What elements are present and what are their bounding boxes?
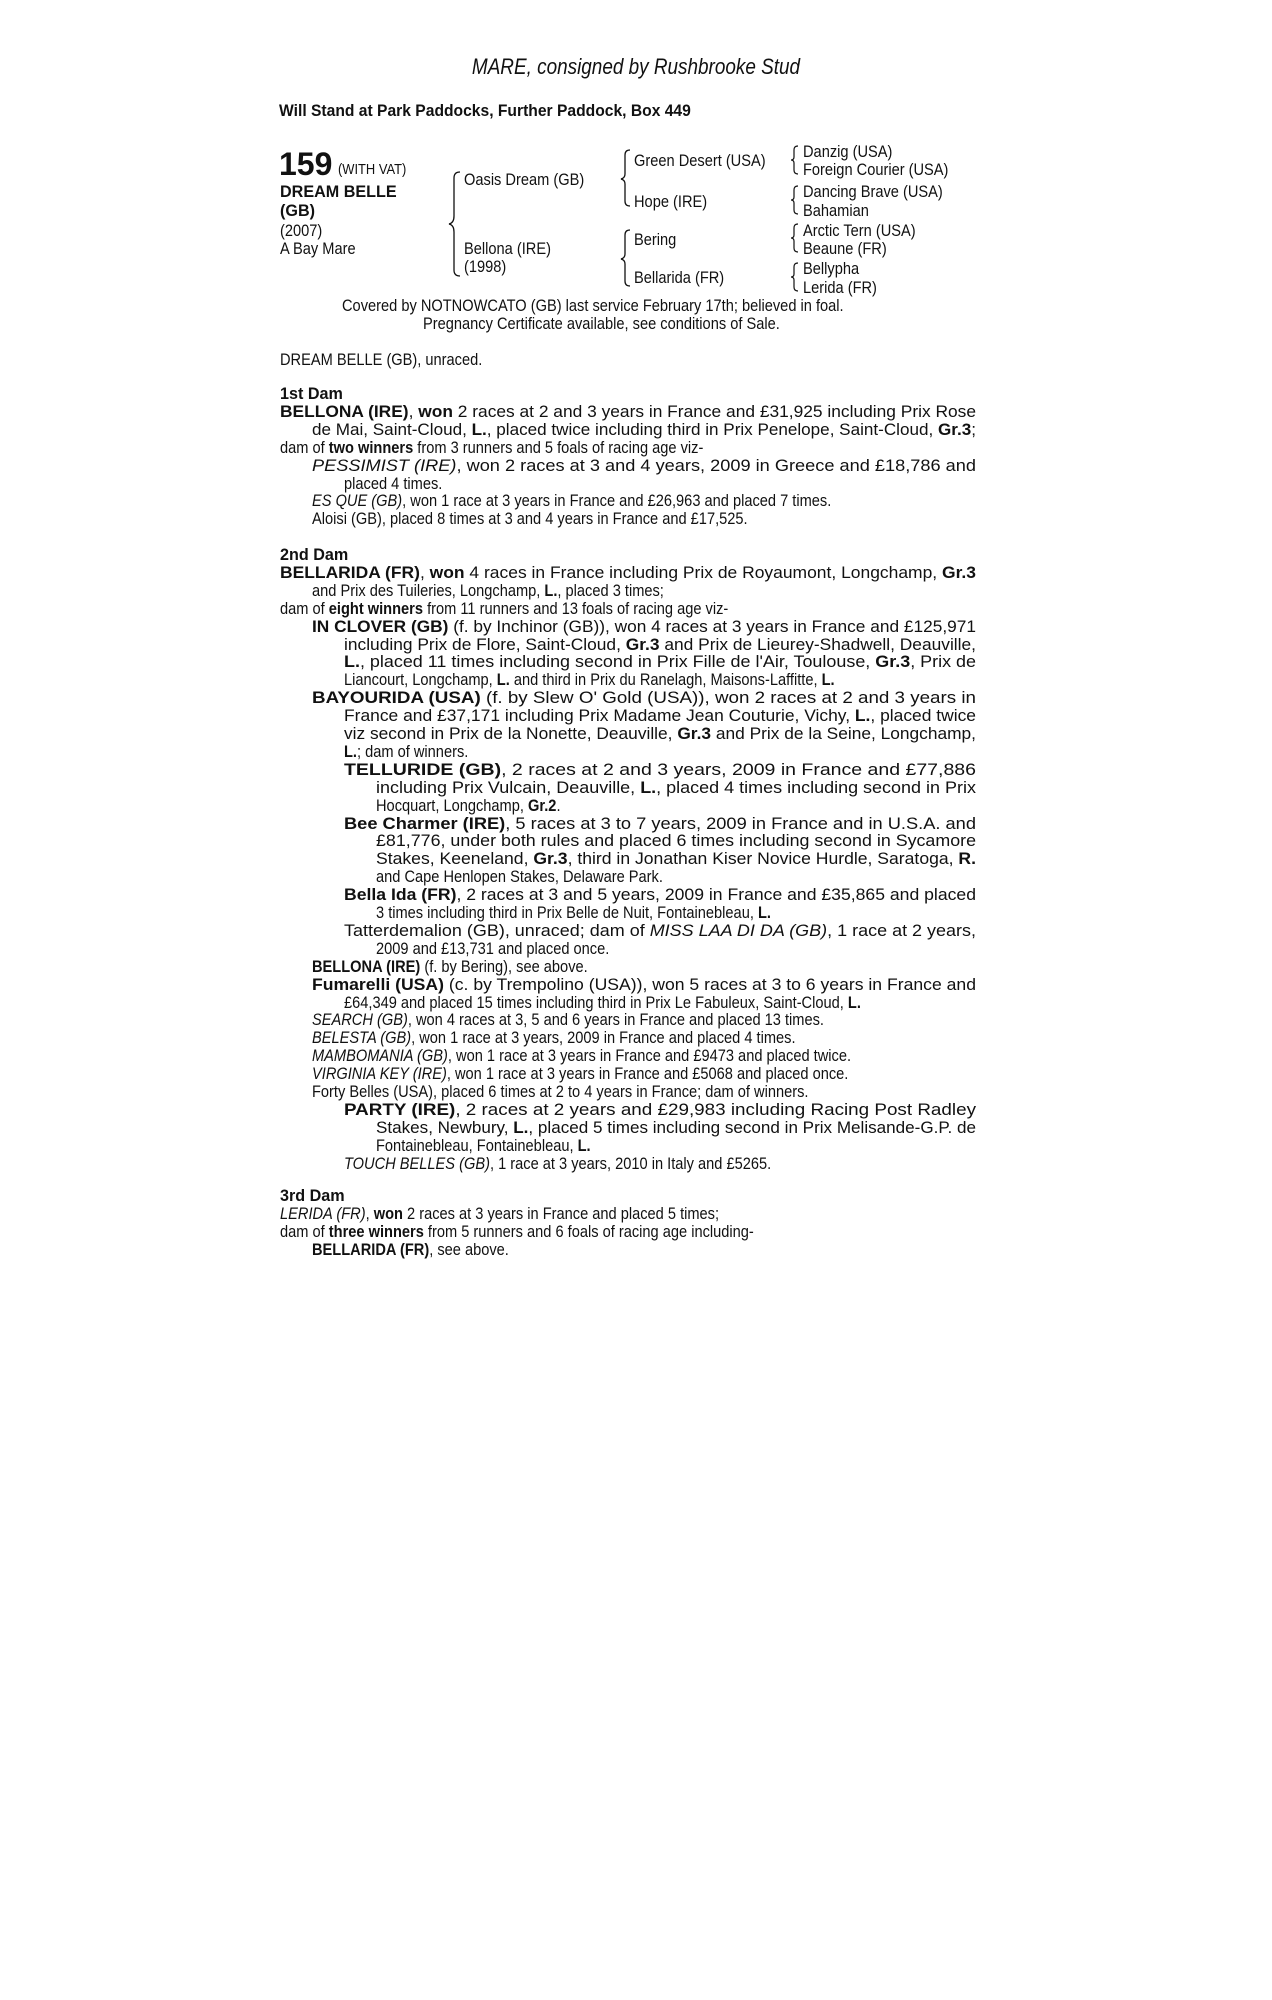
text: France and £37,171 including Prix Madame Jean Couturie, Vichy, bbox=[344, 706, 855, 726]
pedigree-brace-ggs1 bbox=[790, 144, 800, 176]
pedigree-brace-ggs4 bbox=[790, 261, 800, 293]
text: including Prix de Flore, Saint-Cloud, bbox=[344, 634, 626, 654]
text: . bbox=[556, 795, 561, 815]
text: viz second in Prix de la Nonette, Deauville, bbox=[344, 724, 678, 743]
second-dam-line bbox=[376, 904, 771, 922]
second-dam-line bbox=[344, 1101, 976, 1119]
text: Stakes, Keeneland, bbox=[376, 849, 534, 869]
first-dam-line bbox=[312, 421, 976, 439]
pedigree-ggs-6: Beaune (FR) bbox=[803, 239, 887, 258]
text: £81,776, under both rules and placed 6 times including second in Sycamore bbox=[376, 831, 976, 851]
text: , 2 races at 2 years and £29,983 including Racing Post Radley bbox=[455, 1099, 976, 1119]
second-dam-line bbox=[312, 618, 976, 636]
text: including Prix Vulcain, Deauville, bbox=[376, 777, 641, 797]
consignor-heading: MARE, consigned by Rushbrooke Stud bbox=[471, 54, 801, 79]
bold-text: IN CLOVER (GB) bbox=[312, 616, 449, 636]
pedigree-brace-dam bbox=[620, 228, 632, 288]
text: , placed 4 times including second in Prix bbox=[656, 777, 976, 797]
bold-text: Gr.3 bbox=[875, 652, 911, 672]
text: and Prix de la Seine, Longchamp, bbox=[711, 724, 976, 743]
bold-text: Gr.3 bbox=[625, 634, 660, 654]
pedigree-brace-sire bbox=[620, 148, 632, 208]
second-dam-line bbox=[312, 689, 976, 707]
second-dam-line bbox=[344, 1155, 771, 1173]
italic-text: MISS LAA DI DA (GB) bbox=[649, 920, 828, 940]
text: , 2 races at 2 and 3 years, 2009 in France and £77,886 bbox=[501, 759, 976, 779]
bold-text: L. bbox=[344, 741, 357, 761]
third-dam-line bbox=[280, 1205, 719, 1223]
lot-number: 159 bbox=[279, 146, 333, 182]
text: , won 1 race at 3 years in France and £26,963 and placed 7 times. bbox=[402, 491, 832, 511]
second-dam-line bbox=[376, 1119, 976, 1137]
text: dam of bbox=[280, 598, 329, 618]
text: , 1 race at 2 years, bbox=[827, 920, 976, 940]
second-dam-line bbox=[376, 779, 976, 797]
text: dam of bbox=[280, 437, 329, 457]
text: , 2 races at 3 and 5 years, 2009 in France and £35,865 and placed bbox=[456, 885, 976, 905]
text: from 11 runners and 13 foals of racing age viz- bbox=[423, 598, 729, 618]
bold-text: won bbox=[373, 1203, 403, 1223]
text: from 3 runners and 5 foals of racing age viz- bbox=[413, 437, 704, 457]
first-dam-line bbox=[280, 439, 703, 457]
text: Tatterdemalion (GB), unraced; dam of bbox=[344, 920, 650, 940]
second-dam-line bbox=[344, 725, 976, 743]
second-dam-line bbox=[312, 1029, 796, 1047]
text: Hocquart, Longchamp, bbox=[376, 795, 528, 815]
italic-text: BELESTA (GB) bbox=[312, 1028, 412, 1048]
text: , bbox=[419, 562, 430, 582]
bold-text: Fumarelli (USA) bbox=[312, 974, 444, 994]
bold-text: L. bbox=[471, 419, 487, 439]
bold-text: eight winners bbox=[328, 598, 424, 618]
bold-text: L. bbox=[640, 777, 657, 797]
italic-text: PESSIMIST (IRE) bbox=[312, 455, 457, 475]
bold-text: R. bbox=[958, 849, 976, 869]
text: , third in Jonathan Kiser Novice Hurdle, Saratoga, bbox=[567, 849, 959, 869]
second-dam-line bbox=[376, 850, 976, 868]
pedigree-ggs-7: Bellypha bbox=[803, 259, 860, 278]
first-dam-line bbox=[312, 492, 831, 510]
text: Stakes, Newbury, bbox=[376, 1117, 514, 1137]
italic-text: TOUCH BELLES (GB) bbox=[344, 1153, 490, 1173]
first-dam-line bbox=[344, 475, 442, 493]
text: 4 races in France including Prix de Royaumont, Longchamp, bbox=[464, 562, 943, 582]
second-dam-line bbox=[312, 1047, 851, 1065]
second-dam-line bbox=[344, 671, 835, 689]
bold-text: Gr.3 bbox=[677, 724, 712, 743]
bold-text: PARTY (IRE) bbox=[344, 1099, 456, 1119]
bold-text: won bbox=[429, 562, 465, 582]
second-dam-line bbox=[344, 994, 861, 1012]
bold-text: Bee Charmer (IRE) bbox=[344, 813, 506, 833]
horse-name-line1: DREAM BELLE bbox=[280, 182, 397, 201]
third-dam-heading: 3rd Dam bbox=[280, 1186, 345, 1205]
pedigree-ggs-4: Bahamian bbox=[803, 201, 869, 220]
text: , won 2 races at 3 and 4 years, 2009 in Greece and £18,786 and bbox=[456, 455, 976, 475]
pedigree-brace-ggs3 bbox=[790, 222, 800, 254]
second-dam-line bbox=[312, 1083, 808, 1101]
first-dam-heading: 1st Dam bbox=[280, 384, 343, 403]
second-dam-line bbox=[312, 1065, 848, 1083]
text: ; bbox=[971, 419, 976, 439]
second-dam-line bbox=[312, 958, 588, 976]
text: Fontainebleau, Fontainebleau, bbox=[376, 1135, 578, 1155]
text: (f. by Bering), see above. bbox=[420, 956, 588, 976]
first-dam-line bbox=[280, 403, 976, 421]
horse-name-line2: (GB) bbox=[280, 201, 315, 220]
second-dam-line bbox=[312, 1011, 824, 1029]
pedigree-brace-main bbox=[448, 170, 462, 278]
text: £64,349 and placed 15 times including third in Prix Le Fabuleux, Saint-Cloud, bbox=[344, 992, 848, 1012]
pedigree-ggs-8: Lerida (FR) bbox=[803, 278, 877, 297]
second-dam-line bbox=[312, 976, 976, 994]
text: , see above. bbox=[429, 1239, 509, 1259]
text: and Prix de Lieurey-Shadwell, Deauville, bbox=[659, 634, 976, 654]
italic-text: VIRGINIA KEY (IRE) bbox=[312, 1064, 447, 1084]
text: , placed 5 times including second in Prix Melisande-G.P. de bbox=[528, 1117, 976, 1137]
second-dam-line bbox=[312, 582, 664, 600]
second-dam-line bbox=[344, 815, 976, 833]
italic-text: MAMBOMANIA (GB) bbox=[312, 1046, 448, 1066]
bold-text: L. bbox=[854, 706, 871, 726]
pedigree-dam-sire: Bering bbox=[634, 230, 677, 249]
bold-text: Gr.2 bbox=[527, 795, 557, 815]
text: , placed twice bbox=[870, 706, 976, 726]
third-dam-line bbox=[312, 1241, 509, 1259]
bold-text: Bella Ida (FR) bbox=[344, 885, 457, 905]
second-dam-line bbox=[376, 940, 609, 958]
first-dam-line bbox=[312, 457, 976, 475]
bold-text: L. bbox=[577, 1135, 591, 1155]
text: , won 4 races at 3, 5 and 6 years in France and placed 13 times. bbox=[407, 1010, 824, 1030]
text: , placed 11 times including second in Prix Fille de l'Air, Toulouse, bbox=[359, 652, 876, 672]
bold-text: L. bbox=[821, 670, 835, 690]
italic-text: ES QUE (GB) bbox=[312, 491, 403, 511]
bold-text: L. bbox=[757, 903, 771, 922]
text: de Mai, Saint-Cloud, bbox=[312, 419, 472, 439]
stand-location: Will Stand at Park Paddocks, Further Paddock, Box 449 bbox=[279, 101, 691, 120]
second-dam-line bbox=[376, 797, 561, 815]
text: , bbox=[365, 1203, 374, 1223]
text: , 5 races at 3 to 7 years, 2009 in France and in U.S.A. and bbox=[505, 813, 976, 833]
bold-text: Gr.3 bbox=[533, 849, 568, 869]
bold-text: BELLARIDA (FR) bbox=[312, 1239, 430, 1259]
first-dam-line bbox=[312, 510, 748, 528]
pedigree-dam: Bellona (IRE) bbox=[464, 239, 551, 258]
second-dam-line bbox=[344, 707, 976, 725]
text: from 5 runners and 6 foals of racing age including- bbox=[423, 1221, 754, 1241]
covered-line-2: Pregnancy Certificate available, see conditions of Sale. bbox=[423, 314, 780, 333]
second-dam-line bbox=[280, 564, 976, 582]
second-dam-heading: 2nd Dam bbox=[280, 545, 349, 564]
bold-text: L. bbox=[496, 670, 510, 690]
bold-text: L. bbox=[544, 580, 558, 600]
second-dam-line bbox=[376, 832, 976, 850]
text: , won 1 race at 3 years in France and £5068 and placed once. bbox=[446, 1064, 849, 1084]
bold-text: L. bbox=[847, 992, 861, 1012]
text: 2 races at 3 years in France and placed 5 times; bbox=[402, 1203, 720, 1223]
pedigree-dam-year: (1998) bbox=[464, 257, 507, 276]
second-dam-line bbox=[344, 636, 976, 654]
horse-year: (2007) bbox=[280, 221, 323, 240]
text: , bbox=[408, 401, 419, 421]
text: 3 times including third in Prix Belle de Nuit, Fontainebleau, bbox=[376, 903, 758, 922]
second-dam-line bbox=[344, 743, 468, 761]
pedigree-sire: Oasis Dream (GB) bbox=[464, 170, 585, 189]
text: dam of bbox=[280, 1221, 329, 1241]
pedigree-brace-ggs2 bbox=[790, 184, 800, 216]
italic-text: SEARCH (GB) bbox=[312, 1010, 408, 1030]
text: Aloisi (GB), placed 8 times at 3 and 4 years in France and £17,525. bbox=[312, 509, 748, 529]
text: 2 races at 2 and 3 years in France and £31,925 including Prix Rose bbox=[452, 401, 977, 421]
second-dam-line bbox=[344, 922, 976, 940]
text: 2009 and £13,731 and placed once. bbox=[376, 938, 610, 958]
italic-text: LERIDA (FR) bbox=[280, 1203, 366, 1223]
pedigree-ggs-3: Dancing Brave (USA) bbox=[803, 182, 943, 201]
text: (f. by Slew O' Gold (USA)), won 2 races at 2 and 3 years in bbox=[480, 688, 976, 708]
pedigree-ggs-5: Arctic Tern (USA) bbox=[803, 221, 916, 240]
bold-text: Gr.3 bbox=[942, 562, 976, 582]
bold-text: TELLURIDE (GB) bbox=[344, 759, 502, 779]
text: and Cape Henlopen Stakes, Delaware Park. bbox=[376, 867, 663, 887]
second-dam-line bbox=[344, 761, 976, 779]
text: (f. by Inchinor (GB)), won 4 races at 3 years in France and £125,971 bbox=[448, 616, 976, 636]
covered-line-1: Covered by NOTNOWCATO (GB) last service February 17th; believed in foal. bbox=[342, 296, 844, 315]
text: , placed twice including third in Prix Penelope, Saint-Cloud, bbox=[486, 419, 938, 439]
bold-text: BELLONA (IRE) bbox=[280, 401, 409, 421]
horse-description: A Bay Mare bbox=[280, 239, 356, 258]
text: Forty Belles (USA), placed 6 times at 2 to 4 years in France; dam of winners. bbox=[312, 1082, 809, 1101]
intro-line: DREAM BELLE (GB), unraced. bbox=[280, 350, 483, 369]
bold-text: two winners bbox=[328, 437, 414, 457]
bold-text: BELLARIDA (FR) bbox=[280, 562, 420, 582]
text: Liancourt, Longchamp, bbox=[344, 670, 497, 690]
text: placed 4 times. bbox=[344, 473, 443, 493]
pedigree-dam-dam: Bellarida (FR) bbox=[634, 268, 725, 287]
second-dam-line bbox=[280, 600, 728, 618]
text: and Prix des Tuileries, Longchamp, bbox=[312, 580, 545, 600]
text: ; dam of winners. bbox=[356, 741, 469, 761]
pedigree-sire-dam: Hope (IRE) bbox=[634, 192, 708, 211]
lot-vat: (WITH VAT) bbox=[338, 161, 407, 178]
bold-text: L. bbox=[344, 652, 360, 672]
text: , won 1 race at 3 years, 2009 in France and placed 4 times. bbox=[411, 1028, 796, 1048]
text: and third in Prix du Ranelagh, Maisons-Laffitte, bbox=[509, 670, 822, 690]
bold-text: BELLONA (IRE) bbox=[312, 956, 421, 976]
text: (c. by Trempolino (USA)), won 5 races at 3 to 6 years in France and bbox=[443, 974, 976, 994]
bold-text: won bbox=[418, 401, 453, 421]
second-dam-line bbox=[344, 886, 976, 904]
second-dam-line bbox=[344, 653, 976, 671]
bold-text: three winners bbox=[328, 1221, 424, 1241]
pedigree-ggs-2: Foreign Courier (USA) bbox=[803, 160, 949, 179]
pedigree-ggs-1: Danzig (USA) bbox=[803, 142, 893, 161]
text: , Prix de bbox=[910, 652, 976, 672]
text: , placed 3 times; bbox=[557, 580, 664, 600]
bold-text: L. bbox=[513, 1117, 529, 1137]
bold-text: BAYOURIDA (USA) bbox=[312, 688, 481, 708]
second-dam-line bbox=[376, 868, 663, 886]
third-dam-line bbox=[280, 1223, 754, 1241]
bold-text: Gr.3 bbox=[937, 419, 972, 439]
second-dam-line bbox=[376, 1137, 591, 1155]
pedigree-sire-sire: Green Desert (USA) bbox=[634, 151, 766, 170]
text: , 1 race at 3 years, 2010 in Italy and £5265. bbox=[489, 1153, 772, 1173]
text: , won 1 race at 3 years in France and £9473 and placed twice. bbox=[447, 1046, 852, 1066]
